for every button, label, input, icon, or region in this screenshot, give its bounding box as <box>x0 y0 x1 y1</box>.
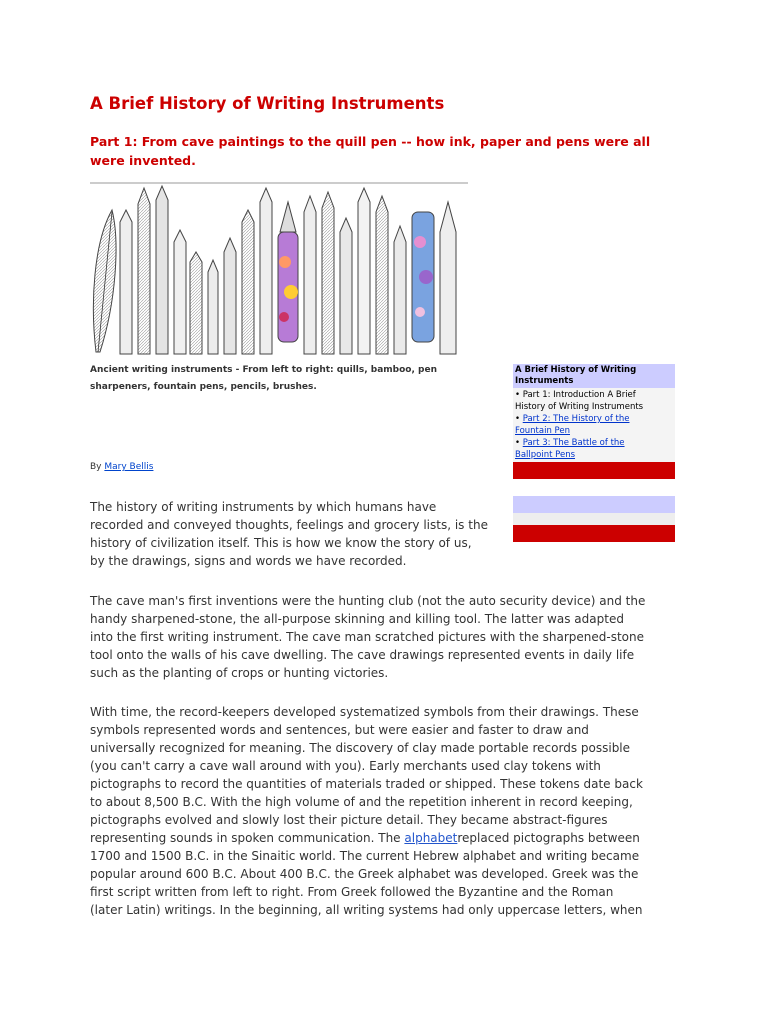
pen-shape <box>376 196 388 354</box>
sidebar-spacer <box>513 479 675 496</box>
pen-shape <box>304 196 316 354</box>
paragraph-record-keepers: With time, the record-keepers developed systematized symbols from their drawings. These symbols represented words and sentences, but were easier and faster to draw and universally recognized for meaning. The discovery of clay made portable records possible (you can't carry a cave wall around with you). Early merchants used clay tokens with pictographs to record the quantities of materials traded or shipped. These tokens date back to about 8,500 B.C. With the high volume of and the repetition inherent in record keeping, pictographs evolved and slowly lost their picture detail. They became abstract-figures representing sounds in spoken communication. The alphabetreplaced pictographs between 1700 and 1500 B.C. in the Sinaitic world. The current Hebrew alphabet and writing became popular around 600 B.C. About 400 B.C. the Greek alphabet was developed. Greek was the first script written from left to right. From Greek followed the Byzantine and the Roman (later Latin) writings. In the beginning, all writing systems had only uppercase letters, when <box>90 705 643 917</box>
sidebar-red-bar-bottom <box>513 525 675 542</box>
alphabet-link[interactable]: alphabet <box>404 831 458 845</box>
byline <box>90 462 153 472</box>
figure-caption <box>90 362 465 396</box>
sidebar-lavender-bar <box>513 496 675 513</box>
sidebar-item-part-1: • Part 1: Introduction A Brief History of Writing Instruments <box>515 390 644 412</box>
pen-shape <box>174 230 186 354</box>
pen-shape <box>208 260 218 354</box>
series-sidebar <box>513 364 675 542</box>
sidebar-heading: A Brief History of Writing Instruments <box>513 364 675 388</box>
part-2-link-cont[interactable]: Fountain Pen <box>515 426 570 436</box>
part-3-link[interactable]: Part 3: The Battle of the <box>522 438 625 448</box>
author-link[interactable]: Mary Bellis <box>104 462 154 472</box>
pen-shape <box>120 210 132 354</box>
part-3-link-cont[interactable]: Ballpoint Pens <box>515 450 576 460</box>
caption-line: sharpeners, fountain pens, pencils, brushes. <box>90 382 317 392</box>
pen-shape <box>156 186 168 354</box>
pen-shape <box>440 202 456 354</box>
writing-instruments-drawing <box>90 182 468 356</box>
caption-line: Ancient writing instruments - From left to right: quills, bamboo, pen <box>90 365 437 375</box>
sidebar-list <box>513 388 675 462</box>
paragraph-intro: The history of writing instruments by which humans have recorded and conveyed thoughts, feelings and grocery lists, is the history of civilization itself. This is how we know the story of us, by the drawings, signs and words we have recorded. <box>90 500 488 568</box>
part-2-link[interactable]: Part 2: The History of the <box>522 414 630 424</box>
paragraph-cave-man: The cave man's first inventions were the hunting club (not the auto security device) and the handy sharpened-stone, the all-purpose skinning and killing tool. The latter was adapted into the first writing instrument. The cave man scratched pictures with the sharpened-stone tool onto the walls of his cave dwelling. The cave drawings represented events in daily life such as the planting of crops or hunting victories. <box>90 594 646 680</box>
page-subtitle: Part 1: From cave paintings to the quill pen -- how ink, paper and pens were all were invented. <box>90 134 651 168</box>
byline-prefix: By <box>90 462 105 472</box>
sidebar-item-part-3[interactable]: • Part 3: The Battle of the Ballpoint Pens <box>515 438 625 460</box>
pen-shape <box>242 210 254 354</box>
pen-shape <box>190 252 202 354</box>
sidebar-red-bar <box>513 462 675 479</box>
sidebar-grey-bar <box>513 513 675 525</box>
pen-shape <box>322 192 334 354</box>
writing-instruments-illustration <box>90 182 468 356</box>
pen-shape <box>358 188 370 354</box>
pen-shape <box>260 188 272 354</box>
pen-shape <box>394 226 406 354</box>
pen-shape <box>138 188 150 354</box>
page-title: A Brief History of Writing Instruments <box>90 94 445 113</box>
pen-shape <box>224 238 236 354</box>
sidebar-item-part-2[interactable]: • Part 2: The History of the Fountain Pen <box>515 414 630 436</box>
pen-shape <box>340 218 352 354</box>
